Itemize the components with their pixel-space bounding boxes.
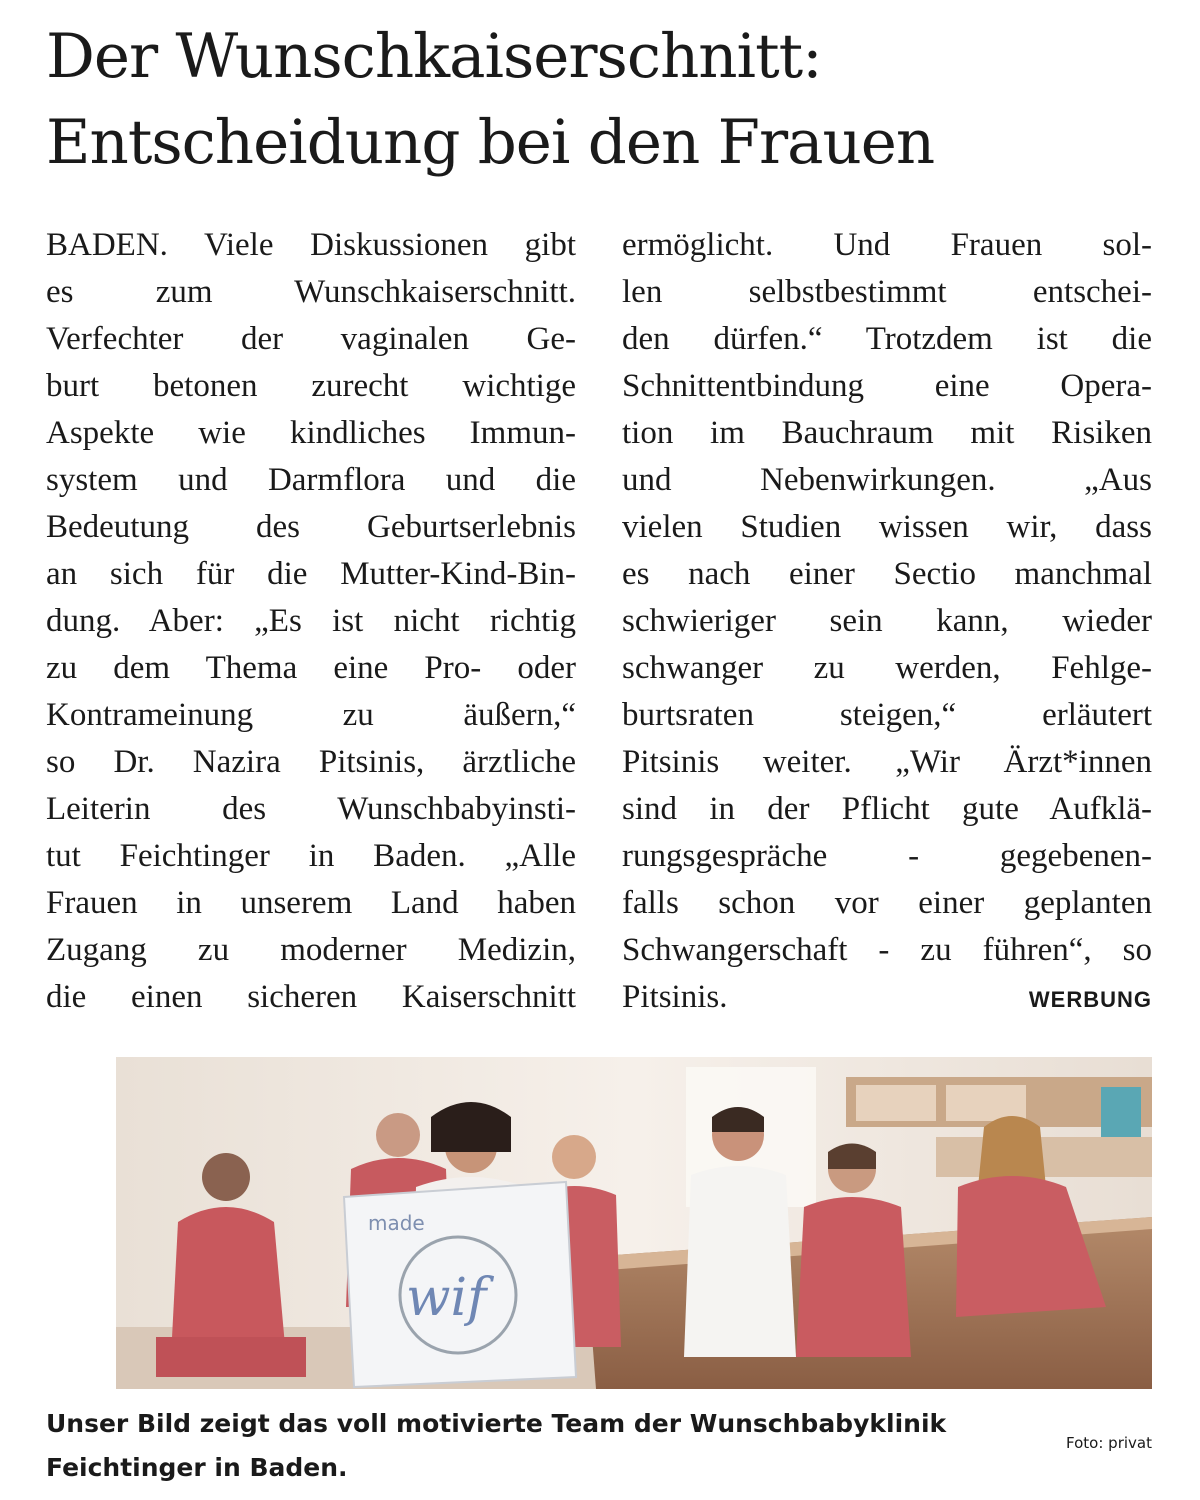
column-line: rungsgespräche - gegebenen- xyxy=(622,838,1152,874)
column-line: system und Darmflora und die xyxy=(46,462,576,498)
column-line: die einen sicheren Kaiserschnitt xyxy=(46,979,576,1015)
column-line: Verfechter der vaginalen Ge- xyxy=(46,321,576,357)
sign-top-text: made xyxy=(368,1211,425,1235)
column-line: zu dem Thema eine Pro- oder xyxy=(46,650,576,686)
headline-line: Entscheidung bei den Frauen xyxy=(46,107,935,178)
column-line: tion im Bauchraum mit Risiken xyxy=(622,415,1152,451)
column-line: Bedeutung des Geburtserlebnis xyxy=(46,509,576,545)
column-line: es zum Wunschkaiserschnitt. xyxy=(46,274,576,310)
column-line: dung. Aber: „Es ist nicht richtig xyxy=(46,603,576,639)
column-line: Schwangerschaft - zu führen“, so xyxy=(622,932,1152,968)
column-line: es nach einer Sectio manchmal xyxy=(622,556,1152,592)
photo-caption xyxy=(46,1402,1156,1490)
sign-logo-text: wif xyxy=(406,1268,487,1328)
column-line: den dürfen.“ Trotzdem ist die xyxy=(622,321,1152,357)
article-column-left xyxy=(46,222,576,1021)
photo-shelf xyxy=(946,1085,1026,1121)
column-line: schwieriger sein kann, wieder xyxy=(622,603,1152,639)
caption-line: Unser Bild zeigt das voll motivierte Team der Wunschbabyklinik xyxy=(46,1409,947,1438)
column-signoff xyxy=(622,974,1152,1021)
column-line: vielen Studien wissen wir, dass xyxy=(622,509,1152,545)
caption-line: Feichtinger in Baden. xyxy=(46,1453,348,1482)
column-line: burtsraten steigen,“ erläutert xyxy=(622,697,1152,733)
column-line: Leiterin des Wunschbabyinsti- xyxy=(46,791,576,827)
column-line: tut Feichtinger in Baden. „Alle xyxy=(46,838,576,874)
advertisement-label: WERBUNG xyxy=(1028,987,1152,1012)
column-line: Pitsinis weiter. „Wir Ärzt*innen xyxy=(622,744,1152,780)
team-photo xyxy=(116,1057,1152,1389)
column-final-word: Pitsinis. xyxy=(622,979,728,1015)
column-line: so Dr. Nazira Pitsinis, ärztliche xyxy=(46,744,576,780)
column-line: BADEN. Viele Diskussionen gibt xyxy=(46,227,576,263)
article-headline xyxy=(46,14,1166,186)
photo-sign xyxy=(344,1182,576,1387)
column-line: an sich für die Mutter-Kind-Bin- xyxy=(46,556,576,592)
column-line: Schnittentbindung eine Opera- xyxy=(622,368,1152,404)
column-line: len selbstbestimmt entschei- xyxy=(622,274,1152,310)
column-line: schwanger zu werden, Fehlge- xyxy=(622,650,1152,686)
column-line: Frauen in unserem Land haben xyxy=(46,885,576,921)
column-line: burt betonen zurecht wichtige xyxy=(46,368,576,404)
column-line: sind in der Pflicht gute Aufklä- xyxy=(622,791,1152,827)
column-line: und Nebenwirkungen. „Aus xyxy=(622,462,1152,498)
photo-credit: Foto: privat xyxy=(1066,1434,1152,1452)
column-line: Aspekte wie kindliches Immun- xyxy=(46,415,576,451)
photo-shelf xyxy=(856,1085,936,1121)
column-line: falls schon vor einer geplanten xyxy=(622,885,1152,921)
headline-line: Der Wunschkaiserschnitt: xyxy=(46,21,822,92)
column-line: ermöglicht. Und Frauen sol- xyxy=(622,227,1152,263)
article-column-right xyxy=(622,222,1152,1021)
column-line: Kontrameinung zu äußern,“ xyxy=(46,697,576,733)
column-line: Zugang zu moderner Medizin, xyxy=(46,932,576,968)
